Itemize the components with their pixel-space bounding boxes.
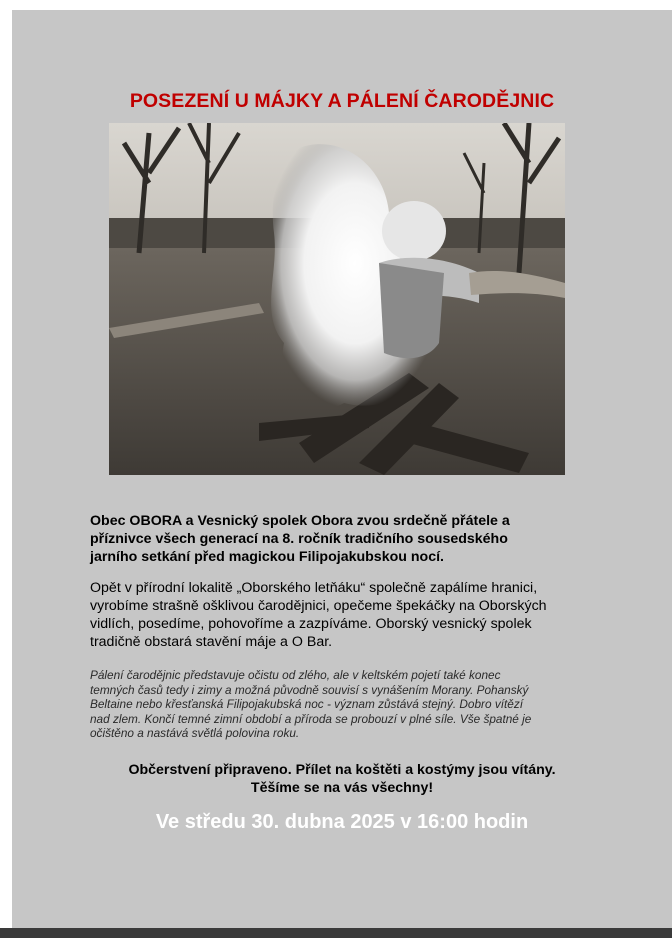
lead-line: příznivce všech generací na 8. ročník tradičního sousedského (90, 531, 508, 547)
top-margin (0, 0, 672, 10)
program-paragraph (90, 579, 592, 651)
paragraph-line: vyrobíme strašně ošklivou čarodějnici, opečeme špekáčky na Oborských (90, 598, 547, 614)
closing-line: Občerstvení připraveno. Přílet na koštěti a kostýmy jsou vítány. (128, 762, 556, 778)
tradition-note (90, 668, 590, 741)
note-line: nad zlem. Končí temné zimní období a příroda se probouzí v plné síle. Vše špatné je (90, 711, 532, 726)
note-line: Pálení čarodějnic představuje očistu od zlého, ale v keltském pojetí také konec (90, 668, 501, 682)
bonfire-illustration (109, 123, 565, 475)
note-line: Beltaine nebo křesťanská Filipojakubská noc - význam zůstává stejný. Dobro vítězí (90, 697, 524, 712)
closing-message (12, 761, 672, 797)
lead-line: jarního setkání před magickou Filipojakubskou nocí. (90, 549, 444, 565)
event-date: Ve středu 30. dubna 2025 v 16:00 hodin (155, 811, 529, 833)
bonfire-photo (109, 123, 565, 475)
bottom-bar (0, 928, 672, 938)
paragraph-line: tradičně obstará stavění máje a O Bar. (90, 634, 333, 650)
note-line: temných časů tedy i zimy a možná původně souvisí s vynášením Morany. Pohanský (90, 682, 529, 697)
paragraph-line: vidlích, posedíme, pohovoříme a zazpíváme. Oborský vesnický spolek (90, 616, 532, 632)
closing-line: Těšíme se na vás všechny! (250, 780, 434, 796)
lead-line: Obec OBORA a Vesnický spolek Obora zvou srdečně přátele a (90, 513, 510, 529)
note-line: očištěno a nastává světlá polovina roku. (90, 726, 300, 741)
paragraph-line: Opět v přírodní lokalitě „Oborského letňáku“ společně zapálíme hranici, (90, 580, 538, 596)
poster-page (12, 10, 672, 928)
left-margin (0, 0, 12, 938)
invitation-lead (90, 512, 580, 566)
poster-title: POSEZENÍ U MÁJKY A PÁLENÍ ČARODĚJNIC (129, 90, 555, 112)
